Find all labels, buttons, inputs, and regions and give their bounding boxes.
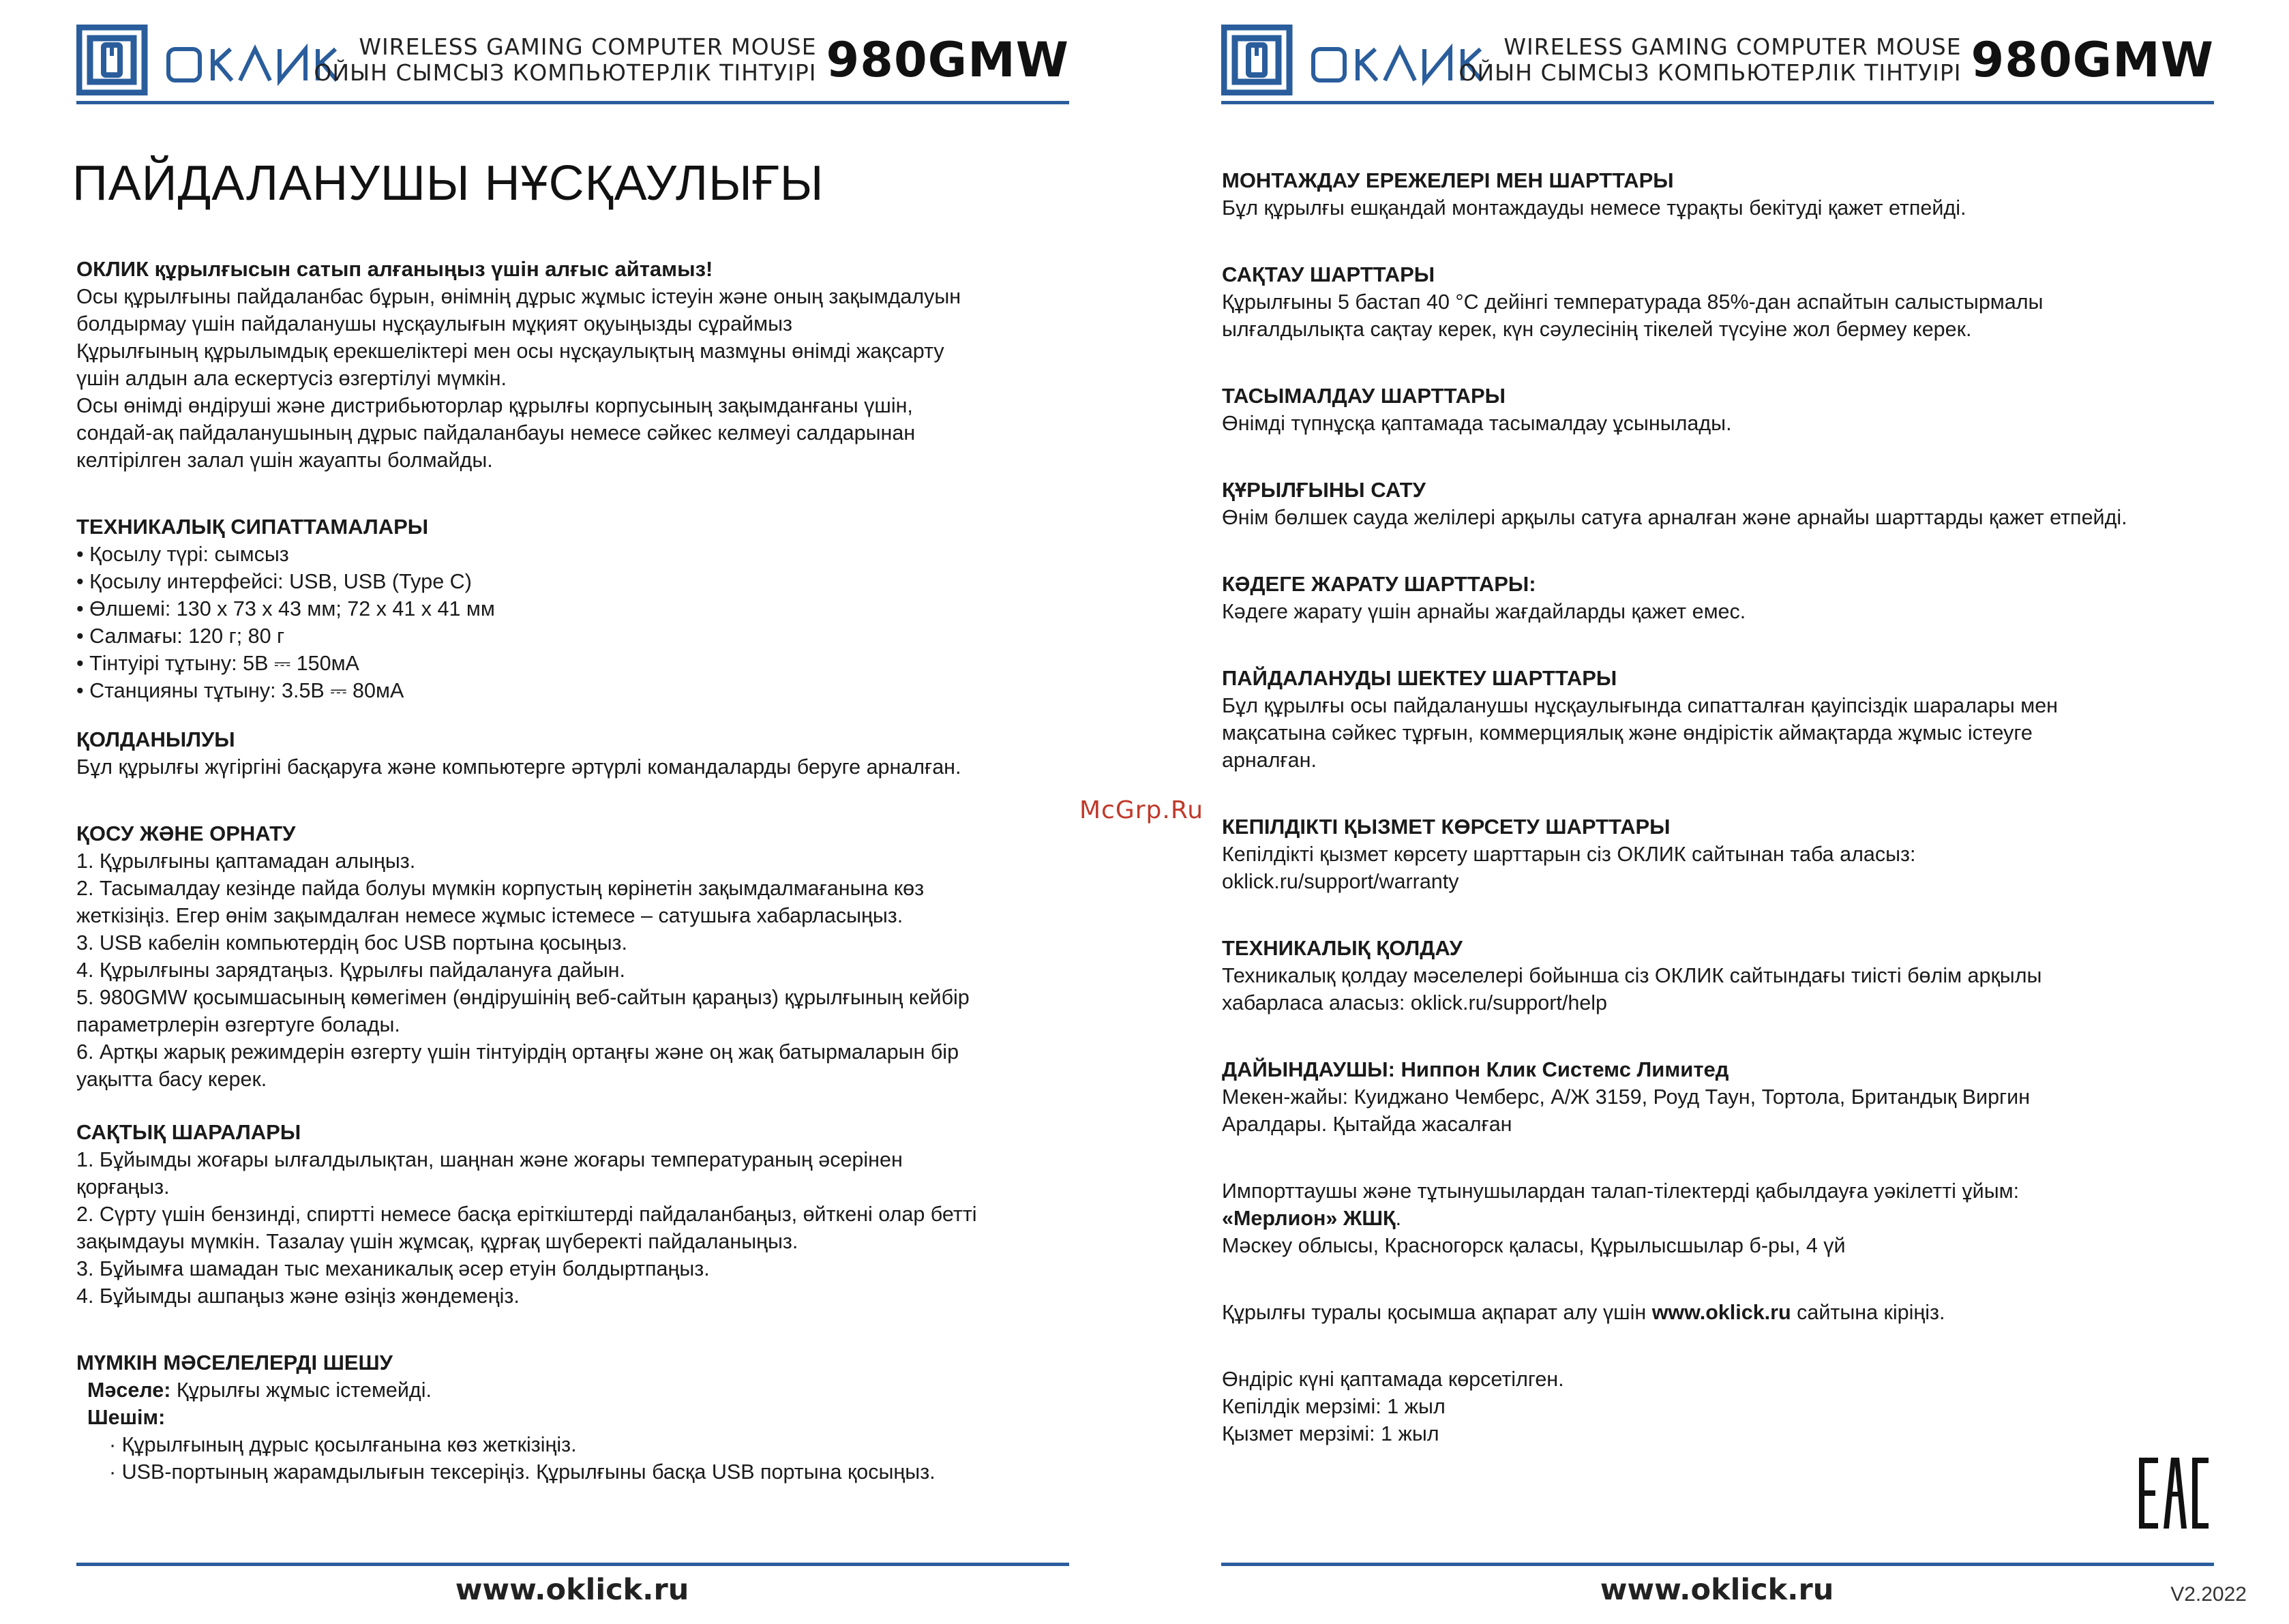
header-line-kz: ОЙЫН СЫМСЫЗ КОМПЬЮТЕРЛІК ТІНТУІРІ [1458, 59, 1962, 86]
warranty-period: Кепілдік мерзімі: 1 жыл [1222, 1395, 1446, 1418]
list-item: • Қосылу интерфейсі: USB, USB (Type C) [76, 570, 472, 593]
disposal-heading: КӘДЕГЕ ЖАРАТУ ШАРТТАРЫ: [1222, 572, 1536, 596]
eac-mark [2138, 1458, 2210, 1529]
eac-mark-icon [2138, 1458, 2210, 1529]
header-divider [76, 101, 1069, 104]
left-content [76, 256, 1065, 1486]
install-heading: ҚОСУ ЖӘНЕ ОРНАТУ [76, 822, 296, 845]
sale-heading: ҚҰРЫЛҒЫНЫ САТУ [1222, 478, 1426, 502]
usage-text: Бұл құрылғы жүгіргіні басқаруға және компьютерге әртүрлі командаларды беруге арналған. [76, 755, 961, 779]
safety-list: 1. Бұйымды жоғары ылғалдылықтан, шаңнан және жоғары температураның әсерінен қорғаңыз. 2. Сүрту үшін бензинді, спиртті немесе басқа еріткіштерді пайдаланбаңыз, өйткені олар бетті зақымдауы мүмкін. Тазалау үшін жұмсақ, құрғақ шүберекті пайдаланыңыз. 3. Бұйымға шамадан тыс механикалық әсер етуін болдыртпаңыз. 4. Бұйымды ашпаңыз және өзіңіз жөндемеңіз. [76, 1148, 977, 1308]
solution-label: Шешім: [87, 1406, 166, 1429]
footer-divider [1221, 1563, 2214, 1566]
transport-heading: ТАСЫМАЛДАУ ШАРТТАРЫ [1222, 384, 1506, 408]
safety-heading: САҚТЫҚ ШАРАЛАРЫ [76, 1120, 301, 1144]
list-item: · USB-портының жарамдылығын тексеріңіз. Құрылғыны басқа USB портына қосыңыз. [109, 1460, 936, 1484]
left-page [0, 0, 1144, 1624]
warranty-link[interactable]: oklick.ru/support/warranty [1222, 870, 1459, 893]
right-content: МОНТАЖДАУ ЕРЕЖЕЛЕРІ МЕН ШАРТТАРЫ Бұл құрылғы ешқандай монтаждауды немесе тұрақты бекітуді қажет етпейді. САҚТАУ ШАРТТАРЫ Құрылғыны 5 бастап 40 °С дейінгі температурада 85%-дан аспайтын салыстырмалы ылғалдылықта сақтау керек, күн сәулесінің тікелей түсуіне жол бермеу керек. ТАСЫМАЛДАУ ШАРТТАРЫ Өнімді түпнұсқа қаптамада тасымалдау ұсынылады. ҚҰРЫЛҒЫНЫ САТУ Өнім бөлшек сауда желілері арқылы сатуға арналған және арнайы шарттарды қажет етпейді. КӘДЕГЕ ЖАРАТУ ШАРТТАРЫ: Кәдеге жарату үшін арнайы жағдайларды қажет емес. ПАЙДАЛАНУДЫ ШЕКТЕУ ШАРТТАРЫ Бұл құрылғы осы пайдаланушы нұсқаулығында сипатталған қауіпсіздік шаралары мен мақсатына сәйкес тұрғын, коммерциялық және өндірістік аймақтарда жұмыс істеуге арналған. КЕПІЛДІКТІ ҚЫЗМЕТ КӨРСЕТУ ШАРТТАРЫ Кепілдікті қызмет көрсету шарттарын сіз ОКЛИК сайтынан таба аласыз: oklick.ru/support/warranty ТЕХНИКАЛЫҚ ҚОЛДАУ Техникалық қолдау мәселелері бойынша сіз ОКЛИК сайтындағы тиісті бөлім арқылы хабарласа аласыз: oklick.ru/support/help ДАЙЫНДАУШЫ: Ниппон Клик Системс Лимитед Мекен-жайы: Куиджано Чемберс, А/Ж 3159, Роуд Таун, Тортола, Британдық Виргин Аралдары. Қытайда жасалған Импорттаушы және тұтынушылардан талап-тілектерді қабылдауға уәкілетті ұйым: «Мерлион» ЖШҚ. Мәскеу облысы, Красногорск қаласы, Құрылысшылар б-ры, 4 үй Құрылғы туралы қосымша ақпарат алу үшін www.oklick.ru сайтына кіріңіз. Өндіріс күні қаптамада көрсетілген. Кепілдік мерзімі: 1 жыл Қызмет мерзімі: 1 жыл [1222, 167, 2231, 1447]
usage-heading: ҚОЛДАНЫЛУЫ [76, 727, 235, 751]
importer-address: Мәскеу облысы, Красногорск қаласы, Құрылысшылар б-ры, 4 үй [1222, 1234, 1846, 1257]
manufacturer-heading: ДАЙЫНДАУШЫ: Ниппон Клик Системс Лимитед [1222, 1057, 1729, 1081]
list-item: • Қосылу түрі: сымсыз [76, 543, 289, 566]
service-period: Қызмет мерзімі: 1 жыл [1222, 1422, 1439, 1445]
model-number: 980GMW [1971, 32, 2214, 88]
header-divider [1221, 101, 2214, 104]
problem-line: Мәселе: Құрылғы жұмыс істемейді. [87, 1379, 432, 1402]
thanks-text: ОКЛИК құрылғысын сатып алғаныңыз үшін алғыс айтамыз! [76, 257, 713, 281]
site-link[interactable]: www.oklick.ru [1651, 1301, 1791, 1324]
specs-list [76, 541, 1065, 704]
footer-url[interactable]: www.oklick.ru [1600, 1573, 1834, 1607]
list-item: • Тінтуірі тұтыну: 5В ⎓ 150мА [76, 652, 359, 675]
importer-name-line: «Мерлион» ЖШҚ. [1222, 1207, 1402, 1230]
list-item: • Өлшемі: 130 x 73 x 43 мм; 72 x 41 x 41 мм [76, 597, 495, 620]
list-item: • Станцияны тұтыну: 3.5В ⎓ 80мА [76, 679, 404, 702]
intro-paragraph: Осы құрылғыны пайдаланбас бұрын, өнімнің дұрыс жұмыс істеуін және оның зақымдалуын болдырмау үшін пайдаланушы нұсқаулығын мұқият оқуыңызды сұраймыз Құрылғының құрылымдық ерекшеліктері мен осы нұсқаулықтың мазмұны өнімді жақсарту үшін алдын ала ескертусіз өзгертілуі мүмкін. Осы өнімді өндіруші және дистрибьюторлар құрылғы корпусының зақымданғаны үшін, сондай-ақ пайдаланушының дұрыс пайдаланбауы немесе сәйкес келмеуі салдарынан келтірілген залал үшін жауапты болмайды. [76, 285, 961, 472]
page-title: ПАЙДАЛАНУШЫ НҰСҚАУЛЫҒЫ [72, 156, 824, 211]
install-list: 1. Құрылғыны қаптамадан алыңыз. 2. Тасымалдау кезінде пайда болуы мүмкін корпустың көрінетін зақымдалмағанына көз жеткізіңіз. Егер өнім зақымдалған немесе жұмыс істемесе – сатушыға хабарласыңыз. 3. USB кабелін компьютердің бос USB портына қосыңыз. 4. Құрылғыны зарядтаңыз. Құрылғы пайдалануға дайын. 5. 980GMW қосымшасының көмегімен (өндірушінің веб-сайтын қараңыз) құрылғының кейбір параметрлерін өзгертуге болады. 6. Артқы жарық режимдерін өзгерту үшін тінтуірдің ортаңғы және оң жақ батырмаларын бір уақытта басу керек. [76, 849, 970, 1091]
more-info-line: Құрылғы туралы қосымша ақпарат алу үшін www.oklick.ru сайтына кіріңіз. [1222, 1301, 1945, 1324]
importer-line: Импорттаушы және тұтынушылардан талап-тілектерді қабылдауға уәкілетті ұйым: [1222, 1179, 2020, 1203]
storage-heading: САҚТАУ ШАРТТАРЫ [1222, 262, 1435, 286]
product-description [314, 34, 816, 86]
specs-heading: ТЕХНИКАЛЫҚ СИПАТТАМАЛАРЫ [76, 515, 429, 539]
model-number: 980GMW [826, 32, 1069, 88]
product-header [314, 34, 1069, 86]
version-label: V2.2022 [2170, 1583, 2247, 1606]
header-line-kz: ОЙЫН СЫМСЫЗ КОМПЬЮТЕРЛІК ТІНТУІРІ [314, 59, 817, 86]
support-link: хабарласа аласыз: oklick.ru/support/help [1222, 991, 1607, 1014]
product-header [1458, 34, 2214, 86]
mount-heading: МОНТАЖДАУ ЕРЕЖЕЛЕРІ МЕН ШАРТТАРЫ [1222, 168, 1674, 192]
right-page [1145, 0, 2289, 1624]
header-line-en: WIRELESS GAMING COMPUTER MOUSE [1503, 33, 1962, 60]
limits-heading: ПАЙДАЛАНУДЫ ШЕКТЕУ ШАРТТАРЫ [1222, 666, 1617, 690]
troubleshooting-heading: МҮМКІН МӘСЕЛЕЛЕРДІ ШЕШУ [76, 1351, 393, 1374]
watermark: McGrp.Ru [1079, 796, 1204, 824]
product-description [1458, 34, 1961, 86]
footer-divider [76, 1563, 1069, 1566]
warranty-heading: КЕПІЛДІКТІ ҚЫЗМЕТ КӨРСЕТУ ШАРТТАРЫ [1222, 815, 1671, 839]
footer-url[interactable]: www.oklick.ru [455, 1573, 689, 1607]
production-date: Өндіріс күні қаптамада көрсетілген. [1222, 1368, 1564, 1391]
header-line-en: WIRELESS GAMING COMPUTER MOUSE [359, 33, 817, 60]
list-item: · Құрылғының дұрыс қосылғанына көз жеткізіңіз. [109, 1433, 577, 1456]
list-item: • Салмағы: 120 г; 80 г [76, 625, 285, 648]
support-heading: ТЕХНИКАЛЫҚ ҚОЛДАУ [1222, 936, 1463, 960]
